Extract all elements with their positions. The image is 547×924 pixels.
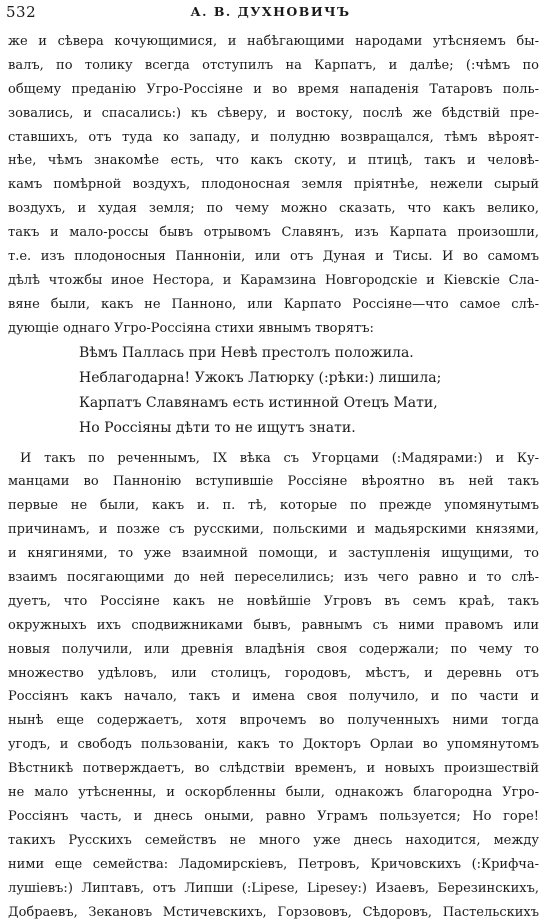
text-line: новыя получили, или древнія владѣнія своя содержали; по чему то — [8, 638, 539, 662]
text-line: дующіе однаго Угро-Россіяна стихи явнымъ творятъ: — [8, 317, 539, 341]
text-line: дѣлѣ чтожбы иное Нестора, и Карамзина Новгородскіе и Кіевскіе Сла- — [8, 269, 539, 293]
text-line: взаимъ посягающими до ней переселились; изъ чего равно и то слѣ- — [8, 566, 539, 590]
paragraph-2 — [8, 447, 539, 924]
text-line: манцами во Паннонію вступившіе Россіяне вѣроятно въ ней такъ — [8, 470, 539, 494]
text-line: ставшихъ, отъ туда ко западу, и полудню возвращался, тѣмъ вѣроят- — [8, 126, 539, 150]
text-line: вяне были, какъ не Панноно, или Карпато Россіяне—что самое слѣ- — [8, 293, 539, 317]
text-line: И такъ по реченнымъ, IX вѣка съ Угорцами (:Мадярами:) и Ку- — [8, 447, 539, 471]
text-line: общему преданію Угро-Россіяне и во время нападенія Татаровъ поль- — [8, 78, 539, 102]
text-line: причинамъ, и позже съ русскими, польскими и мадьярскими князями, — [8, 518, 539, 542]
text-line: Вѣстникѣ потверждаетъ, во слѣдствіи временъ, и новыхъ произшествій — [8, 757, 539, 781]
text-line: Добраевъ, Зекановъ Мстичевскихъ, Горзововъ, Сѣдоровъ, Пастельскихъ — [8, 901, 539, 924]
verse-block — [8, 341, 539, 441]
text-line: лушіевъ:) Липтавъ, отъ Липши (:Lipese, Lipesey:) Изаевъ, Березинскихъ, — [8, 877, 539, 901]
page-number: 532 — [6, 3, 36, 21]
text-line: такихъ Русскихъ семействъ не много уже днесь находится, между — [8, 829, 539, 853]
text-line: такъ и мало-россы бывъ отрывомъ Славянъ, изъ Карпата произошли, — [8, 221, 539, 245]
text-line: окружныхъ ихъ сподвижниками бывъ, равнымъ съ ними правомъ или — [8, 614, 539, 638]
text-line: первые не были, какъ и. п. тѣ, которые по прежде упомянутымъ — [8, 494, 539, 518]
text-line: ними еще семейства: Ладомирскіевъ, Петровъ, Кричовскихъ (:Крифча- — [8, 853, 539, 877]
text-line: нѣе, чѣмъ знакомѣе есть, что какъ скоту, и птицѣ, такъ и человѣ- — [8, 149, 539, 173]
text-line: т.е. изъ плодоносныя Панноніи, или отъ Дуная и Тисы. И во самомъ — [8, 245, 539, 269]
page-header — [6, 3, 535, 23]
text-line: зовались, и спасались:) къ сѣверу, и востоку, послѣ же бѣдствій пре- — [8, 102, 539, 126]
text-line: множество удѣловъ, или столицъ, городовъ, мѣстъ, и деревнь отъ — [8, 662, 539, 686]
text-line: же и сѣвера кочующимися, и набѣгающими народами утѣсняемъ бы- — [8, 30, 539, 54]
text-line: и княгинями, то уже взаимной помощи, и заступленія ищущими, то — [8, 542, 539, 566]
text-line: дуетъ, что Россіяне какъ не новѣйшіе Угровъ въ семъ краѣ, такъ — [8, 590, 539, 614]
running-head: А. В. ДУХНОВИЧЪ — [6, 4, 535, 19]
body-text — [8, 30, 539, 924]
verse-line: Но Россіяны дѣти то не ищутъ знати. — [79, 416, 539, 441]
text-line: угодъ, и свободъ пользованіи, какъ то Докторъ Орлаи во упомянутомъ — [8, 733, 539, 757]
text-line: нынѣ еще содержаетъ, хотя впрочемъ во полученныхъ ними тогда — [8, 709, 539, 733]
verse-line: Неблагодарна! Ужокъ Латюрку (:рѣки:) лишила; — [79, 366, 539, 391]
text-line: Россіянъ какъ начало, такъ и имена своя получило, и по части и — [8, 685, 539, 709]
text-line: валъ, по толику всегда отступилъ на Карпатъ, и далѣе; (:чѣмъ по — [8, 54, 539, 78]
text-line: камъ помѣрной воздухъ, плодоносная земля пріятнѣе, нежели сырый — [8, 173, 539, 197]
text-line: воздухъ, и худая земля; по чему можно сказать, что какъ велико, — [8, 197, 539, 221]
text-line: Россіянъ часть, и днесь оными, равно Уграмъ пользуется; Но горе! — [8, 805, 539, 829]
verse-line: Вѣмъ Паллась при Невѣ престолъ положила. — [79, 341, 539, 366]
verse-line: Карпатъ Славянамъ есть истинной Отецъ Мати, — [79, 391, 539, 416]
text-line: не мало утѣсненны, и оскорбленны были, однакожъ благородна Угро- — [8, 781, 539, 805]
paragraph-1 — [8, 30, 539, 341]
